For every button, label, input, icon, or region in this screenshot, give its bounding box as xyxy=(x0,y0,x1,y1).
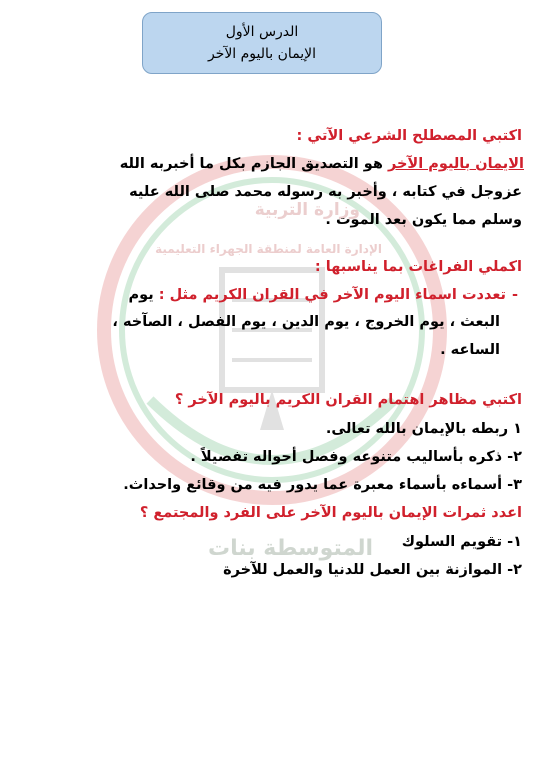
watermark-org-line2: الإدارة العامة لمنطقة الجهراء التعليمية xyxy=(155,242,382,256)
section2-statement-red: تعددت اسماء اليوم الآخر في القران الكريم مثل : xyxy=(158,287,506,303)
section4-item-2: ٢- الموازنة بين العمل للدنيا والعمل للآخرة xyxy=(223,562,522,578)
section1-definition-line3: وسلم مما يكون بعد الموت . xyxy=(325,212,522,228)
section1-term: الايمان باليوم الآخر xyxy=(387,156,524,172)
section1-heading: اكتبي المصطلح الشرعي الآتي : xyxy=(296,128,522,144)
section2-answer: يوم xyxy=(128,287,159,303)
section2-line2: البعث ، يوم الخروج ، يوم الدين ، يوم الفصل ، الصآخه ، xyxy=(112,314,500,330)
watermark-org-line1: وزارة التربية xyxy=(254,200,360,220)
section3-item-2: ٢- ذكره بأساليب متنوعه وفصل أحواله تفصيلاً . xyxy=(190,449,522,465)
watermark-footer: المتوسطة بنات xyxy=(208,536,373,561)
section2-dash: - xyxy=(511,287,518,303)
section1-definition-line1 xyxy=(120,156,524,172)
section3-heading: اكتبي مظاهر اهتمام القران الكريم باليوم الآخر ؟ xyxy=(174,392,522,408)
lesson-title-box xyxy=(142,12,382,74)
section4-heading: اعدد ثمرات الإيمان باليوم الآخر على الفرد والمجتمع ؟ xyxy=(139,505,522,521)
lesson-name: الإيمان باليوم الآخر xyxy=(207,46,317,62)
section2-line3: الساعه . xyxy=(440,342,500,358)
section2-statement xyxy=(129,287,518,303)
section1-definition-line2: عزوجل في كتابه ، وأخبر به رسوله محمد صلى الله عليه xyxy=(129,184,522,200)
section1-definition-part1: هو التصديق الجازم بكل ما أخبربه الله xyxy=(119,156,388,172)
section3-item-1: ١ ربطه بالإيمان بالله تعالى. xyxy=(325,421,522,437)
section4-item-1: ١- تقويم السلوك xyxy=(401,534,522,550)
section3-item-3: ٣- أسماءه بأسماء معبرة عما يدور فيه من وقائع واحداث. xyxy=(123,477,522,493)
lesson-number: الدرس الأول xyxy=(225,24,299,40)
section2-heading: اكملي الفراغات بما يناسبها : xyxy=(314,259,522,275)
